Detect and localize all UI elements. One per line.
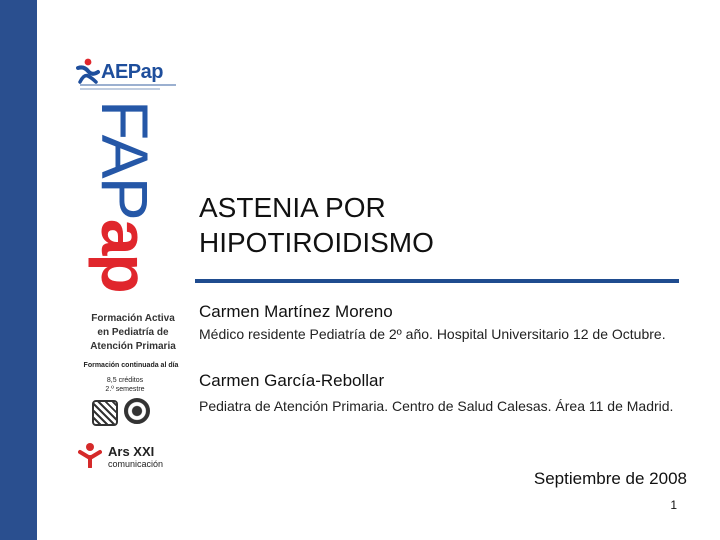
fapap-wordmark-fap: FAP <box>88 100 162 219</box>
left-accent-bar <box>0 0 37 540</box>
ars-subtitle: comunicación <box>108 459 164 469</box>
aepap-logo <box>76 58 176 92</box>
slide-title <box>199 190 434 260</box>
accreditation-seal-icon <box>124 398 150 424</box>
continuada-text: Formación continuada al día <box>83 362 179 369</box>
program-name-line: Formación Activa <box>91 313 175 324</box>
title-divider <box>195 279 679 283</box>
author-name: Carmen Martínez Moreno <box>199 302 393 321</box>
ars-name: Ars XXI <box>108 444 155 459</box>
fapap-wordmark <box>78 100 162 300</box>
ars-figure-icon <box>78 442 102 468</box>
creditos-line: 8,5 créditos <box>106 377 144 384</box>
program-name-line: Atención Primaria <box>90 341 176 352</box>
aepap-figure-icon <box>76 58 100 84</box>
creditos-line: 2.º semestre <box>105 386 145 393</box>
author-name: Carmen García-Rebollar <box>199 371 385 390</box>
page-number: 1 <box>670 498 677 512</box>
fapap-wordmark-ap: ap <box>88 218 162 292</box>
program-name <box>78 312 188 354</box>
program-name-line: en Pediatría de <box>97 327 169 338</box>
aepap-subtitle-line <box>80 84 176 86</box>
slide-title-line: HIPOTIROIDISMO <box>199 227 434 258</box>
creditos-text <box>100 376 150 394</box>
author-affiliation: Pediatra de Atención Primaria. Centro de Salud Calesas. Área 11 de Madrid. <box>199 398 674 414</box>
aepap-logo-text: AEPap <box>101 61 163 83</box>
presentation-date: Septiembre de 2008 <box>533 469 687 488</box>
aepap-subtitle-line <box>80 88 160 90</box>
author-affiliation: Médico residente Pediatría de 2º año. Hospital Universitario 12 de Octubre. <box>199 326 666 342</box>
accreditation-seal-icon <box>92 400 118 426</box>
ars-xxi-logo <box>78 442 178 472</box>
slide-title-line: ASTENIA POR <box>199 192 386 223</box>
